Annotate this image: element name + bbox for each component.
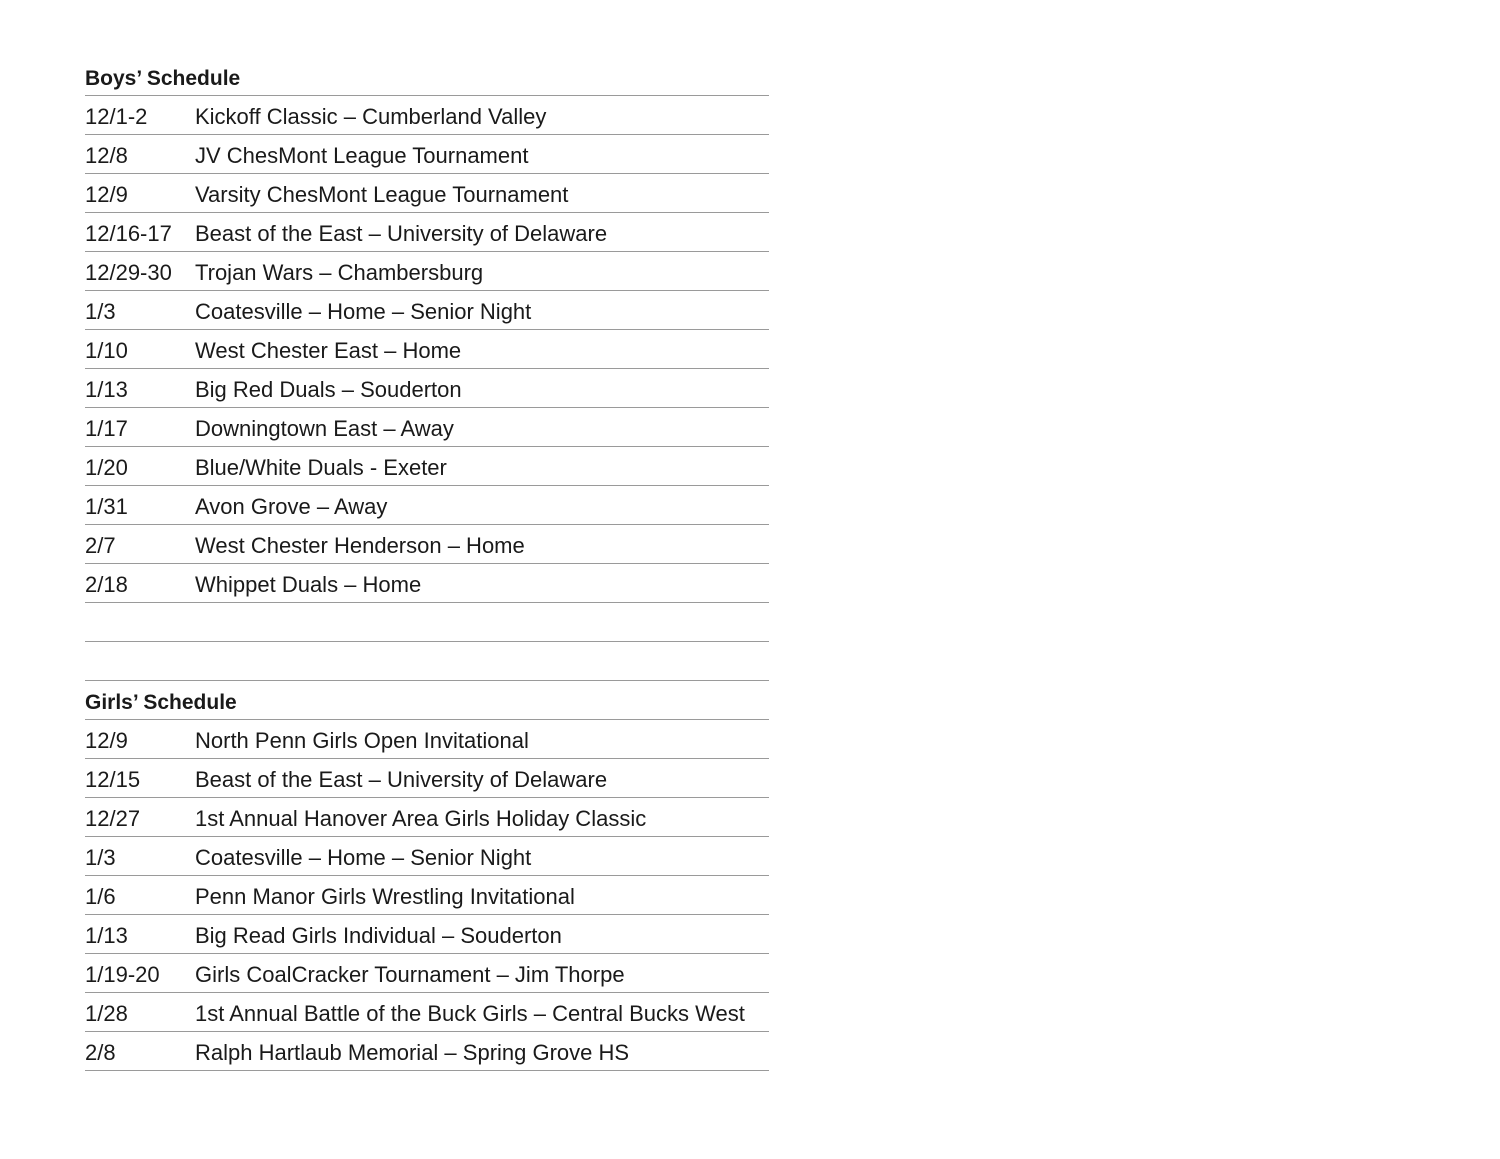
table-row bbox=[85, 369, 769, 408]
table-row bbox=[85, 213, 769, 252]
empty-row bbox=[85, 642, 769, 681]
table-row bbox=[85, 915, 769, 954]
event-date: 1/3 bbox=[85, 845, 116, 870]
event-name: Ralph Hartlaub Memorial – Spring Grove HS bbox=[195, 1040, 630, 1065]
event-name: Avon Grove – Away bbox=[195, 494, 388, 519]
event-date: 12/15 bbox=[85, 767, 141, 792]
event-date: 1/10 bbox=[85, 338, 128, 363]
table-row bbox=[85, 720, 769, 759]
event-name: Beast of the East – University of Delaware bbox=[195, 767, 608, 792]
table-row bbox=[85, 447, 769, 486]
event-name: Beast of the East – University of Delaware bbox=[195, 221, 608, 246]
table-row bbox=[85, 798, 769, 837]
event-date: 2/7 bbox=[85, 533, 116, 558]
event-name: Big Red Duals – Souderton bbox=[195, 377, 462, 402]
event-date: 12/8 bbox=[85, 143, 128, 168]
event-name: North Penn Girls Open Invitational bbox=[195, 728, 529, 753]
event-name: Girls CoalCracker Tournament – Jim Thorpe bbox=[195, 962, 625, 987]
event-date: 12/29-30 bbox=[85, 260, 172, 285]
empty-row bbox=[85, 603, 769, 642]
event-date: 1/6 bbox=[85, 884, 116, 909]
event-name: West Chester Henderson – Home bbox=[195, 533, 525, 558]
table-row bbox=[85, 408, 769, 447]
event-date: 12/27 bbox=[85, 806, 141, 831]
boys-schedule-table bbox=[85, 96, 769, 603]
table-row bbox=[85, 174, 769, 213]
event-date: 1/17 bbox=[85, 416, 128, 441]
boys-schedule-heading: Boys’ Schedule bbox=[85, 67, 241, 90]
event-date: 1/3 bbox=[85, 299, 116, 324]
event-name: 1st Annual Hanover Area Girls Holiday Classic bbox=[195, 806, 647, 831]
event-name: Kickoff Classic – Cumberland Valley bbox=[195, 104, 547, 129]
event-date: 12/16-17 bbox=[85, 221, 172, 246]
event-date: 1/13 bbox=[85, 377, 128, 402]
event-name: Trojan Wars – Chambersburg bbox=[195, 260, 484, 285]
schedule-document bbox=[85, 57, 769, 1071]
table-row bbox=[85, 954, 769, 993]
girls-schedule-table bbox=[85, 720, 769, 1071]
event-name: West Chester East – Home bbox=[195, 338, 462, 363]
event-date: 1/13 bbox=[85, 923, 128, 948]
event-date: 1/31 bbox=[85, 494, 128, 519]
event-name: Blue/White Duals - Exeter bbox=[195, 455, 447, 480]
event-name: Coatesville – Home – Senior Night bbox=[195, 299, 532, 324]
table-row bbox=[85, 1032, 769, 1071]
event-name: Downingtown East – Away bbox=[195, 416, 454, 441]
table-row bbox=[85, 993, 769, 1032]
event-name: JV ChesMont League Tournament bbox=[195, 143, 529, 168]
table-row bbox=[85, 837, 769, 876]
table-row bbox=[85, 759, 769, 798]
event-name: Coatesville – Home – Senior Night bbox=[195, 845, 532, 870]
event-date: 1/19-20 bbox=[85, 962, 160, 987]
table-row bbox=[85, 291, 769, 330]
girls-schedule-heading-row bbox=[85, 681, 769, 720]
event-date: 2/18 bbox=[85, 572, 128, 597]
event-name: Varsity ChesMont League Tournament bbox=[195, 182, 569, 207]
event-date: 12/9 bbox=[85, 182, 128, 207]
girls-schedule-heading: Girls’ Schedule bbox=[85, 691, 237, 714]
event-name: Whippet Duals – Home bbox=[195, 572, 422, 597]
boys-schedule-heading-row bbox=[85, 57, 769, 96]
table-row bbox=[85, 486, 769, 525]
table-row bbox=[85, 96, 769, 135]
table-row bbox=[85, 330, 769, 369]
event-date: 12/1-2 bbox=[85, 104, 148, 129]
event-name: Penn Manor Girls Wrestling Invitational bbox=[195, 884, 575, 909]
event-date: 12/9 bbox=[85, 728, 128, 753]
table-row bbox=[85, 564, 769, 603]
event-name: Big Read Girls Individual – Souderton bbox=[195, 923, 562, 948]
event-date: 1/20 bbox=[85, 455, 128, 480]
event-date: 1/28 bbox=[85, 1001, 128, 1026]
table-row bbox=[85, 525, 769, 564]
table-row bbox=[85, 252, 769, 291]
event-date: 2/8 bbox=[85, 1040, 116, 1065]
event-name: 1st Annual Battle of the Buck Girls – Central Bucks West bbox=[195, 1001, 745, 1026]
table-row bbox=[85, 876, 769, 915]
table-row bbox=[85, 135, 769, 174]
